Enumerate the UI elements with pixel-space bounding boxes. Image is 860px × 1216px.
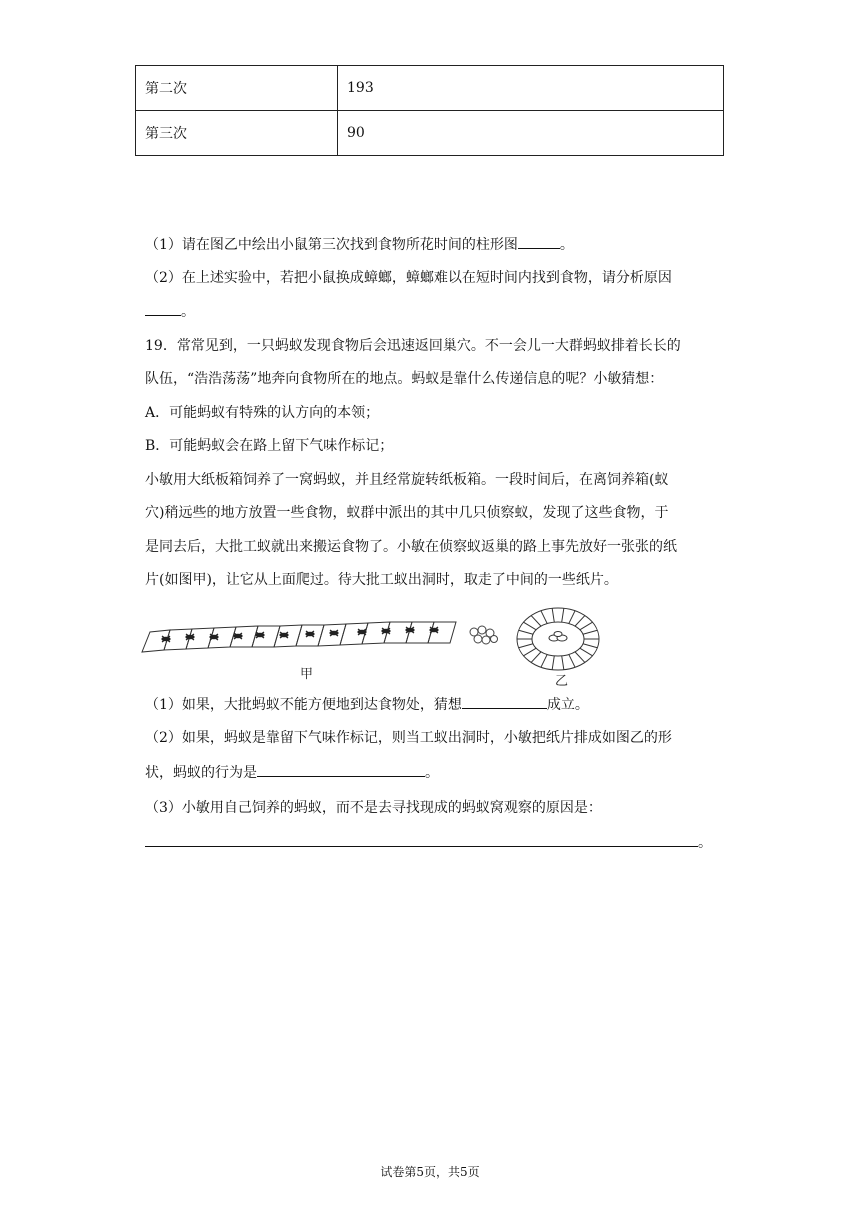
answer-blank[interactable] <box>145 832 698 847</box>
q19-sub3-end: 。 <box>698 835 712 851</box>
ring-slip-divider <box>580 648 593 656</box>
table-cell-label: 第三次 <box>136 111 338 156</box>
q19-sub1-text: （1）如果，大批蚂蚁不能方便地到达食物处，猜想 <box>145 697 462 713</box>
ring-slip-divider <box>575 616 585 627</box>
q18-sub2-end: 。 <box>181 304 195 320</box>
q19-sub2-text: （2）如果，蚂蚁是靠留下气味作标记，则当工蚁出洞时，小敏把纸片排成如图乙的形 <box>145 730 672 746</box>
figure-b-label: 乙 <box>555 674 569 687</box>
q19-stem-line1: 19．常常见到，一只蚂蚁发现食物后会迅速返回巢穴。不一会儿一大群蚂蚁排着长长的 <box>145 338 681 354</box>
ring-slip-divider <box>583 630 597 634</box>
ring-slip-divider <box>575 652 585 663</box>
q18-sub1 <box>145 234 574 255</box>
figure-b-ring <box>513 605 603 687</box>
ring-slip-divider <box>569 611 575 624</box>
q19-sub3-cont <box>145 832 712 853</box>
ring-slip-divider <box>569 654 575 667</box>
answer-blank[interactable] <box>257 762 425 777</box>
q19-sub1 <box>145 694 589 715</box>
ring-slip-divider <box>519 630 533 634</box>
ring-slip-divider <box>531 652 541 663</box>
q18-sub2-text: （2）在上述实验中，若把小鼠换成蟑螂，蟑螂难以在短时间内找到食物，请分析原因 <box>145 270 672 286</box>
figure-a-paper-strip <box>140 610 512 682</box>
ring-slip-divider <box>583 644 597 648</box>
q19-para-line2: 穴)稍远些的地方放置一些食物，蚁群中派出的其中几只侦察蚁，发现了这些食物，于 <box>145 505 669 521</box>
ring-slip-divider <box>531 616 541 627</box>
result-table <box>135 65 724 156</box>
ring-slip-divider <box>524 622 537 630</box>
q19-para-line1: 小敏用大纸板箱饲养了一窝蚂蚁，并且经常旋转纸板箱。一段时间后，在离饲养箱(蚁 <box>145 472 669 488</box>
q19-sub2-cont-text: 状，蚂蚁的行为是 <box>145 765 257 781</box>
table-cell-value: 90 <box>338 111 724 156</box>
answer-blank[interactable] <box>462 694 547 709</box>
q18-sub2-cont <box>145 301 195 322</box>
page-footer: 试卷第5页，共5页 <box>380 1165 480 1179</box>
ring-slip-divider <box>519 644 533 648</box>
ring-slip-divider <box>580 622 593 630</box>
ring-slip-divider <box>552 656 554 670</box>
q19-stem-line2: 队伍，“浩浩荡荡”地奔向食物所在的地点。蚂蚁是靠什么传递信息的呢？小敏猜想： <box>145 371 664 387</box>
table-cell-label: 第二次 <box>136 66 338 111</box>
ring-slip-divider <box>541 611 547 624</box>
q19-option-a: A．可能蚂蚁有特殊的认方向的本领； <box>145 405 380 421</box>
ring-slip-divider <box>562 656 564 670</box>
figure-a-label: 甲 <box>300 667 314 682</box>
answer-blank[interactable] <box>145 301 181 316</box>
q19-sub2-end: 。 <box>425 765 439 781</box>
q18-sub1-end: 。 <box>559 237 574 253</box>
q19-para-line3: 是同去后，大批工蚁就出来搬运食物了。小敏在侦察蚁返巢的路上事先放好一张张的纸 <box>145 539 677 555</box>
ring-slip-divider <box>562 608 564 622</box>
q19-sub2-cont <box>145 762 439 783</box>
ring-slip-divider <box>541 654 547 667</box>
ring-slip-divider <box>524 648 537 656</box>
q19-sub3-text: （3）小敏用自己饲养的蚂蚁，而不是去寻找现成的蚂蚁窝观察的原因是： <box>145 800 602 816</box>
table-cell-value: 193 <box>338 66 724 111</box>
q18-sub1-text: （1）请在图乙中绘出小鼠第三次找到食物所花时间的柱形图 <box>145 237 518 253</box>
table-row <box>136 66 724 111</box>
q19-para-line4: 片(如图甲)，让它从上面爬过。待大批工蚁出洞时，取走了中间的一些纸片。 <box>145 572 618 588</box>
q19-sub1-end: 成立。 <box>546 697 589 713</box>
answer-blank[interactable] <box>518 234 560 249</box>
q19-option-b: B．可能蚂蚁会在路上留下气味作标记； <box>145 438 394 454</box>
ring-slip-divider <box>552 608 554 622</box>
table-row <box>136 111 724 156</box>
